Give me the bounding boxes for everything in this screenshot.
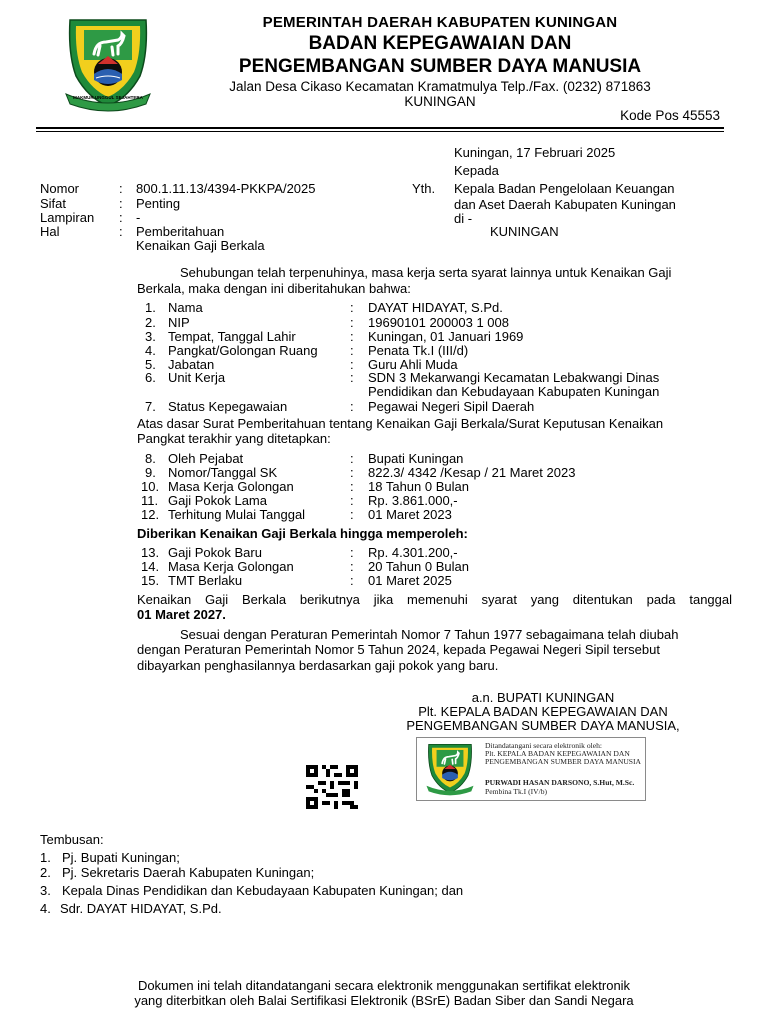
qr-code <box>306 765 358 809</box>
item-sep: : <box>350 399 354 414</box>
item-number: 14. <box>141 559 160 574</box>
item-number: 6. <box>145 370 156 385</box>
signature-title-line1: Plt. KEPALA BADAN KEPEGAWAIAN DAN <box>418 704 668 719</box>
cc-item: Pj. Bupati Kuningan; <box>62 850 180 865</box>
item-label: Masa Kerja Golongan <box>168 479 294 494</box>
letterhead-government: PEMERINTAH DAERAH KABUPATEN KUNINGAN <box>262 14 618 31</box>
item-value: 01 Maret 2025 <box>368 573 452 588</box>
item-label: Terhitung Mulai Tanggal <box>168 507 306 522</box>
item-sep: : <box>350 357 354 372</box>
item-number: 15. <box>141 573 160 588</box>
item-value: 18 Tahun 0 Bulan <box>368 479 469 494</box>
letterhead-agency-line2: PENGEMBANGAN SUMBER DAYA MANUSIA <box>238 56 642 77</box>
closing-paragraph-line2: dengan Peraturan Pemerintah Nomor 5 Tahun 2024, kepada Pegawai Negeri Sipil tersebut <box>137 642 660 657</box>
meta-label-sifat: Sifat <box>40 196 67 211</box>
electronic-signature-box <box>416 737 646 801</box>
item-label: Jabatan <box>168 357 215 372</box>
item-value: Kuningan, 01 Januari 1969 <box>368 329 524 344</box>
item-value: Rp. 4.301.200,- <box>368 545 458 560</box>
item-sep: : <box>350 370 354 385</box>
recipient-line1: Kepala Badan Pengelolaan Keuangan <box>454 181 675 196</box>
meta-sep: : <box>119 224 123 239</box>
cc-number: 4. <box>40 901 51 916</box>
next-increase-date: 01 Maret 2027. <box>137 607 226 622</box>
item-number: 2. <box>145 315 156 330</box>
recipient-kepada: Kepada <box>454 163 499 178</box>
signature-logo <box>423 741 477 797</box>
letter-date: Kuningan, 17 Februari 2025 <box>454 145 616 160</box>
e-sign-title-line2: PENGEMBANGAN SUMBER DAYA MANUSIA <box>485 757 642 766</box>
cc-item: Pj. Sekretaris Daerah Kabupaten Kuningan; <box>62 865 315 880</box>
meta-label-hal: Hal <box>40 224 60 239</box>
recipient-line2: dan Aset Daerah Kabupaten Kuningan <box>454 197 676 212</box>
e-sign-caption: Ditandatangani secara elektronik oleh: <box>485 741 603 750</box>
granted-heading: Diberikan Kenaikan Gaji Berkala hingga memperoleh: <box>137 526 468 541</box>
item-value: Pegawai Negeri Sipil Daerah <box>368 399 535 414</box>
recipient-yth: Yth. <box>412 181 436 196</box>
basis-paragraph-line2: Pangkat terakhir yang ditetapkan: <box>137 431 331 446</box>
footer-note-line2: yang diterbitkan oleh Balai Sertifikasi Elektronik (BSrE) Badan Siber dan Sandi Negara <box>134 993 634 1008</box>
item-number: 10. <box>141 479 160 494</box>
signature-title-line2: PENGEMBANGAN SUMBER DAYA MANUSIA, <box>406 718 680 733</box>
basis-paragraph-line1: Atas dasar Surat Pemberitahuan tentang Kenaikan Gaji Berkala/Surat Keputusan Kenaikan <box>137 416 664 431</box>
signer-name: PURWADI HASAN DARSONO, S.Hut, M.Sc. <box>485 778 635 787</box>
meta-sep: : <box>119 196 123 211</box>
cc-number: 1. <box>40 850 51 865</box>
cc-item: Kepala Dinas Pendidikan dan Kebudayaan Kabupaten Kuningan; dan <box>62 883 464 898</box>
item-sep: : <box>350 479 354 494</box>
meta-value-sifat: Penting <box>136 196 181 211</box>
item-number: 3. <box>145 329 156 344</box>
e-sign-title-line1: Plt. KEPALA BADAN KEPEGAWAIAN DAN <box>485 749 630 758</box>
item-value: Rp. 3.861.000,- <box>368 493 458 508</box>
meta-label-nomor: Nomor <box>40 181 80 196</box>
item-sep: : <box>350 329 354 344</box>
cc-item: Sdr. DAYAT HIDAYAT, S.Pd. <box>60 901 222 916</box>
item-value: 20 Tahun 0 Bulan <box>368 559 469 574</box>
item-sep: : <box>350 507 354 522</box>
item-sep: : <box>350 315 354 330</box>
item-label: Unit Kerja <box>168 370 226 385</box>
item-number: 12. <box>141 507 160 522</box>
item-sep: : <box>350 573 354 588</box>
cc-number: 2. <box>40 865 51 880</box>
item-sep: : <box>350 343 354 358</box>
closing-paragraph-line3: dibayarkan penghasilannya berdasarkan gaji pokok yang baru. <box>137 658 499 673</box>
signature-on-behalf: a.n. BUPATI KUNINGAN <box>471 690 615 705</box>
item-number: 7. <box>145 399 156 414</box>
item-label: Oleh Pejabat <box>168 451 244 466</box>
item-value: 19690101 200003 1 008 <box>368 315 509 330</box>
item-sep: : <box>350 451 354 466</box>
item-value: DAYAT HIDAYAT, S.Pd. <box>368 300 503 315</box>
item-sep: : <box>350 559 354 574</box>
meta-sep: : <box>119 181 123 196</box>
item-number: 13. <box>141 545 160 560</box>
item-value: Penata Tk.I (III/d) <box>368 343 469 358</box>
item-value: SDN 3 Mekarwangi Kecamatan Lebakwangi Dinas <box>368 370 660 385</box>
item-value: 822.3/ 4342 /Kesap / 21 Maret 2023 <box>368 465 576 480</box>
item-label: Gaji Pokok Baru <box>168 545 262 560</box>
item-label: NIP <box>168 315 190 330</box>
item-label: Pangkat/Golongan Ruang <box>168 343 318 358</box>
item-value-line2: Pendidikan dan Kebudayaan Kabupaten Kuningan <box>368 384 660 399</box>
item-label: Tempat, Tanggal Lahir <box>168 329 296 344</box>
signer-rank: Pembina Tk.I (IV/b) <box>485 787 548 796</box>
meta-value-hal-line2: Kenaikan Gaji Berkala <box>136 238 265 253</box>
meta-value-hal: Pemberitahuan <box>136 224 225 239</box>
item-value: 01 Maret 2023 <box>368 507 452 522</box>
item-sep: : <box>350 493 354 508</box>
cc-heading: Tembusan: <box>40 832 104 847</box>
item-sep: : <box>350 300 354 315</box>
logo-ribbon-text: MAKMUR UNGGUL SEJAHTERA <box>73 95 143 100</box>
closing-paragraph-line1: Sesuai dengan Peraturan Pemerintah Nomor 7 Tahun 1977 sebagaimana telah diubah <box>180 627 679 642</box>
item-number: 4. <box>145 343 156 358</box>
item-number: 5. <box>145 357 156 372</box>
item-sep: : <box>350 465 354 480</box>
next-increase-line1: Kenaikan Gaji Berkala berikutnya jika memenuhi syarat yang ditentukan pada tanggal <box>137 592 732 607</box>
letterhead-agency-line1: BADAN KEPEGAWAIAN DAN <box>308 33 572 54</box>
item-number: 11. <box>141 493 159 508</box>
item-value: Bupati Kuningan <box>368 451 464 466</box>
meta-label-lampiran: Lampiran <box>40 210 95 225</box>
letterhead-rule-thick <box>36 127 724 129</box>
item-number: 8. <box>145 451 156 466</box>
item-label: Gaji Pokok Lama <box>168 493 267 508</box>
intro-paragraph-line2: Berkala, maka dengan ini diberitahukan bahwa: <box>137 281 411 296</box>
item-sep: : <box>350 545 354 560</box>
item-label: Status Kepegawaian <box>168 399 288 414</box>
item-number: 9. <box>145 465 156 480</box>
recipient-city: KUNINGAN <box>490 224 559 239</box>
letterhead-rule-thin <box>36 131 724 132</box>
meta-sep: : <box>119 210 123 225</box>
item-label: Nama <box>168 300 203 315</box>
cc-number: 3. <box>40 883 51 898</box>
recipient-di: di - <box>454 211 473 226</box>
item-value: Guru Ahli Muda <box>368 357 458 372</box>
footer-note-line1: Dokumen ini telah ditandatangani secara elektronik menggunakan sertifikat elektronik <box>137 978 631 993</box>
item-number: 1. <box>145 300 156 315</box>
letterhead-city: KUNINGAN <box>404 94 476 109</box>
letterhead-postcode: Kode Pos 45553 <box>620 108 720 123</box>
item-label: Nomor/Tanggal SK <box>168 465 278 480</box>
meta-value-lampiran: - <box>136 210 141 225</box>
meta-value-nomor: 800.1.11.13/4394-PKKPA/2025 <box>136 181 316 196</box>
item-label: Masa Kerja Golongan <box>168 559 294 574</box>
intro-paragraph-line1: Sehubungan telah terpenuhinya, masa kerja serta syarat lainnya untuk Kenaikan Gaji <box>180 265 672 280</box>
item-label: TMT Berlaku <box>168 573 243 588</box>
letterhead-address: Jalan Desa Cikaso Kecamatan Kramatmulya Telp./Fax. (0232) 871863 <box>229 79 651 94</box>
